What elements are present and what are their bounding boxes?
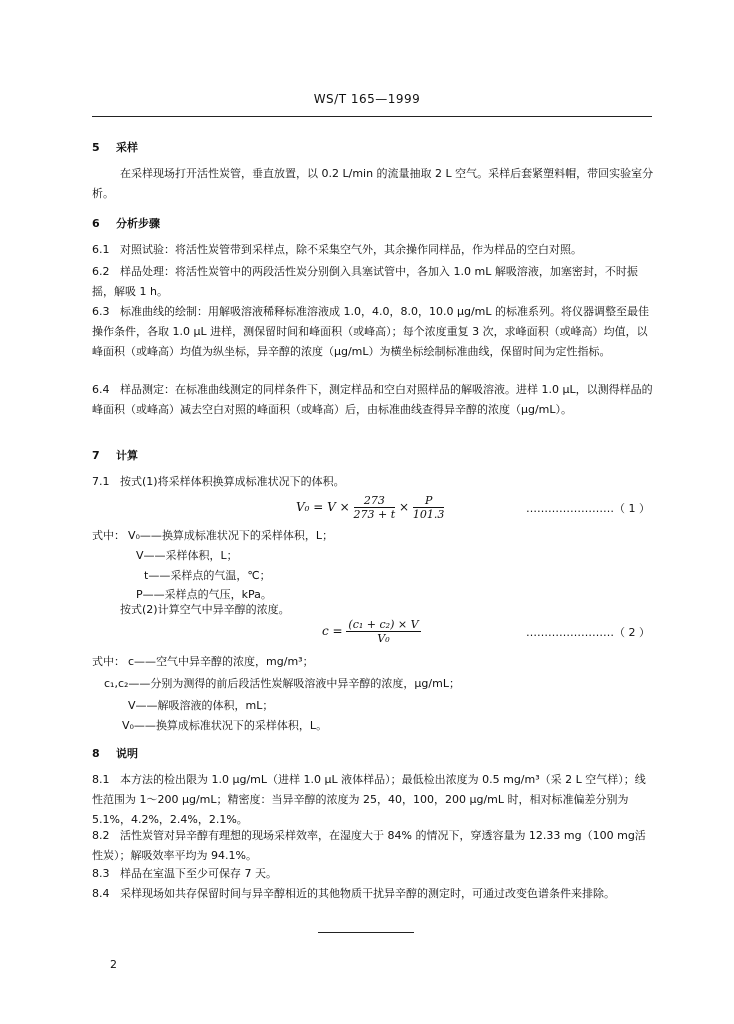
variable-symbol: c—— [128, 655, 157, 668]
clause-8-3 [92, 864, 654, 884]
variable-def [144, 566, 271, 586]
clause-8-4 [92, 884, 654, 904]
fraction-pressure [413, 494, 445, 521]
clause-text: 样品测定：在标准曲线测定的同样条件下，测定样品和空白对照样品的解吸溶液。进样 1.0 μL，以测得样品的峰面积（或峰高）减去空白对照的峰面积（或峰高）后，由标准曲线查得异辛醇的浓度（μg/mL）。 [92, 383, 653, 416]
variable-symbol: V—— [136, 549, 166, 562]
equation-1-number: ……………………（ 1 ） [526, 502, 650, 515]
end-of-text-rule [318, 932, 414, 933]
standard-code-header: WS/T 165—1999 [313, 92, 421, 106]
where-label: 式中： [92, 529, 125, 542]
fraction-numerator: (c₁ + c₂) × V [348, 618, 419, 631]
clause-text: 采样现场如共存保留时间与异辛醇相近的其他物质干扰异辛醇的测定时，可通过改变色谱条件来排除。 [120, 887, 615, 900]
equation-2 [322, 618, 421, 645]
fraction-concentration [346, 618, 420, 645]
clause-text: 对照试验：将活性炭管带到采样点，除不采集空气外，其余操作同样品，作为样品的空白对照。 [120, 243, 582, 256]
section-5-heading [92, 138, 654, 158]
variable-symbol: c₁,c₂—— [104, 677, 151, 690]
fraction-denominator: 101.3 [412, 508, 445, 521]
section-title: 计算 [116, 449, 138, 462]
section-number: 6 [92, 217, 100, 230]
clause-number: 6.4 [92, 383, 110, 396]
clause-text: 本方法的检出限为 1.0 μg/mL（进样 1.0 μL 液体样品）；最低检出浓度为 0.5 mg/m³（采 2 L 空气样）；线性范围为 1～200 μg/mL；精密度：当异辛醇的浓度为 25，40，100，200 μg/mL 时，相对标准偏差分别为 5.1%，4.2%，2.4%，2.1%。 [92, 773, 646, 826]
fraction-temperature [354, 494, 396, 521]
section-number: 7 [92, 449, 100, 462]
clause-7-1 [92, 472, 654, 492]
clause-8-1 [92, 770, 654, 830]
section-title: 分析步骤 [116, 217, 160, 230]
equation-lhs: c = [322, 624, 343, 638]
clause-number: 6.2 [92, 265, 110, 278]
clause-text: 标准曲线的绘制：用解吸溶液稀释标准溶液成 1.0，4.0，8.0，10.0 μg/mL 的标准系列。将仪器调整至最佳操作条件，各取 1.0 μL 进样，测保留时间和峰面积（或峰高）；每个浓度重复 3 次，求峰面积（或峰高）均值，以峰面积（或峰高）均值为纵坐标，异辛醇的浓度（μg/mL）为横坐标绘制标准曲线，保留时间为定性指标。 [92, 305, 649, 358]
variable-description: 解吸溶液的体积，mL； [157, 699, 274, 712]
section-title: 采样 [116, 141, 138, 154]
clause-number: 6.3 [92, 305, 110, 318]
where-label: 式中： [92, 655, 125, 668]
page-number: 2 [110, 958, 117, 971]
variable-def [128, 652, 314, 672]
variable-symbol: V₀—— [128, 529, 162, 542]
section-title: 说明 [116, 747, 138, 760]
section-5-paragraph: 在采样现场打开活性炭管，垂直放置，以 0.2 L/min 的流量抽取 2 L 空气。采样后套紧塑料帽，带回实验室分析。 [92, 167, 654, 200]
variable-description: 空气中异辛醇的浓度，mg/m³； [156, 655, 314, 668]
section-7-heading [92, 446, 654, 466]
equation-1 [296, 494, 444, 521]
clause-6-3 [92, 302, 654, 362]
clause-number: 8.2 [92, 829, 110, 842]
variable-description: 换算成标准状况下的采样体积，L； [161, 529, 334, 542]
fraction-denominator: V₀ [377, 632, 390, 645]
clause-6-2 [92, 262, 654, 302]
multiply-sign: × [399, 500, 410, 514]
clause-number: 8.1 [92, 773, 110, 786]
section-8-heading [92, 744, 654, 764]
variable-description: 换算成标准状况下的采样体积，L。 [155, 719, 328, 732]
variable-description: 采样点的气压，kPa。 [164, 588, 272, 601]
clause-text: 活性炭管对异辛醇有理想的现场采样效率，在湿度大于 84% 的情况下，穿透容量为 12.33 mg（100 mg活性炭）；解吸效率平均为 94.1%。 [92, 829, 646, 862]
variable-def [104, 674, 460, 694]
variable-description: 采样体积，L； [165, 549, 238, 562]
equation-2-number: ……………………（ 2 ） [526, 626, 650, 639]
fraction-denominator: 273 + t [353, 508, 396, 521]
clause-text: 按式(1)将采样体积换算成标准状况下的体积。 [120, 475, 345, 488]
variable-symbol: P—— [136, 588, 165, 601]
header-rule [92, 116, 652, 117]
variable-def [128, 696, 273, 716]
section-number: 5 [92, 141, 100, 154]
clause-number: 8.3 [92, 867, 110, 880]
variable-symbol: t—— [144, 569, 171, 582]
variable-def [128, 526, 333, 546]
fraction-numerator: 273 [354, 494, 396, 508]
equation-lhs: V₀ = V × [296, 500, 350, 514]
clause-7-2: 按式(2)计算空气中异辛醇的浓度。 [120, 603, 290, 616]
clause-text: 样品处理：将活性炭管中的两段活性炭分别倒入具塞试管中，各加入 1.0 mL 解吸溶液，加塞密封，不时振摇，解吸 1 h。 [92, 265, 638, 298]
variable-description: 分别为测得的前后段活性炭解吸溶液中异辛醇的浓度，μg/mL； [150, 677, 460, 690]
variable-def [136, 546, 238, 566]
clause-text: 样品在室温下至少可保存 7 天。 [120, 867, 277, 880]
variable-description: 采样点的气温，℃； [170, 569, 271, 582]
clause-number: 7.1 [92, 475, 110, 488]
clause-8-2 [92, 826, 654, 866]
clause-number: 6.1 [92, 243, 110, 256]
section-6-heading [92, 214, 654, 234]
variable-def [122, 716, 327, 736]
variable-symbol: V—— [128, 699, 158, 712]
clause-6-1 [92, 240, 654, 260]
section-number: 8 [92, 747, 100, 760]
variable-symbol: V₀—— [122, 719, 156, 732]
clause-6-4 [92, 380, 654, 420]
fraction-numerator: P [413, 494, 445, 508]
clause-number: 8.4 [92, 887, 110, 900]
